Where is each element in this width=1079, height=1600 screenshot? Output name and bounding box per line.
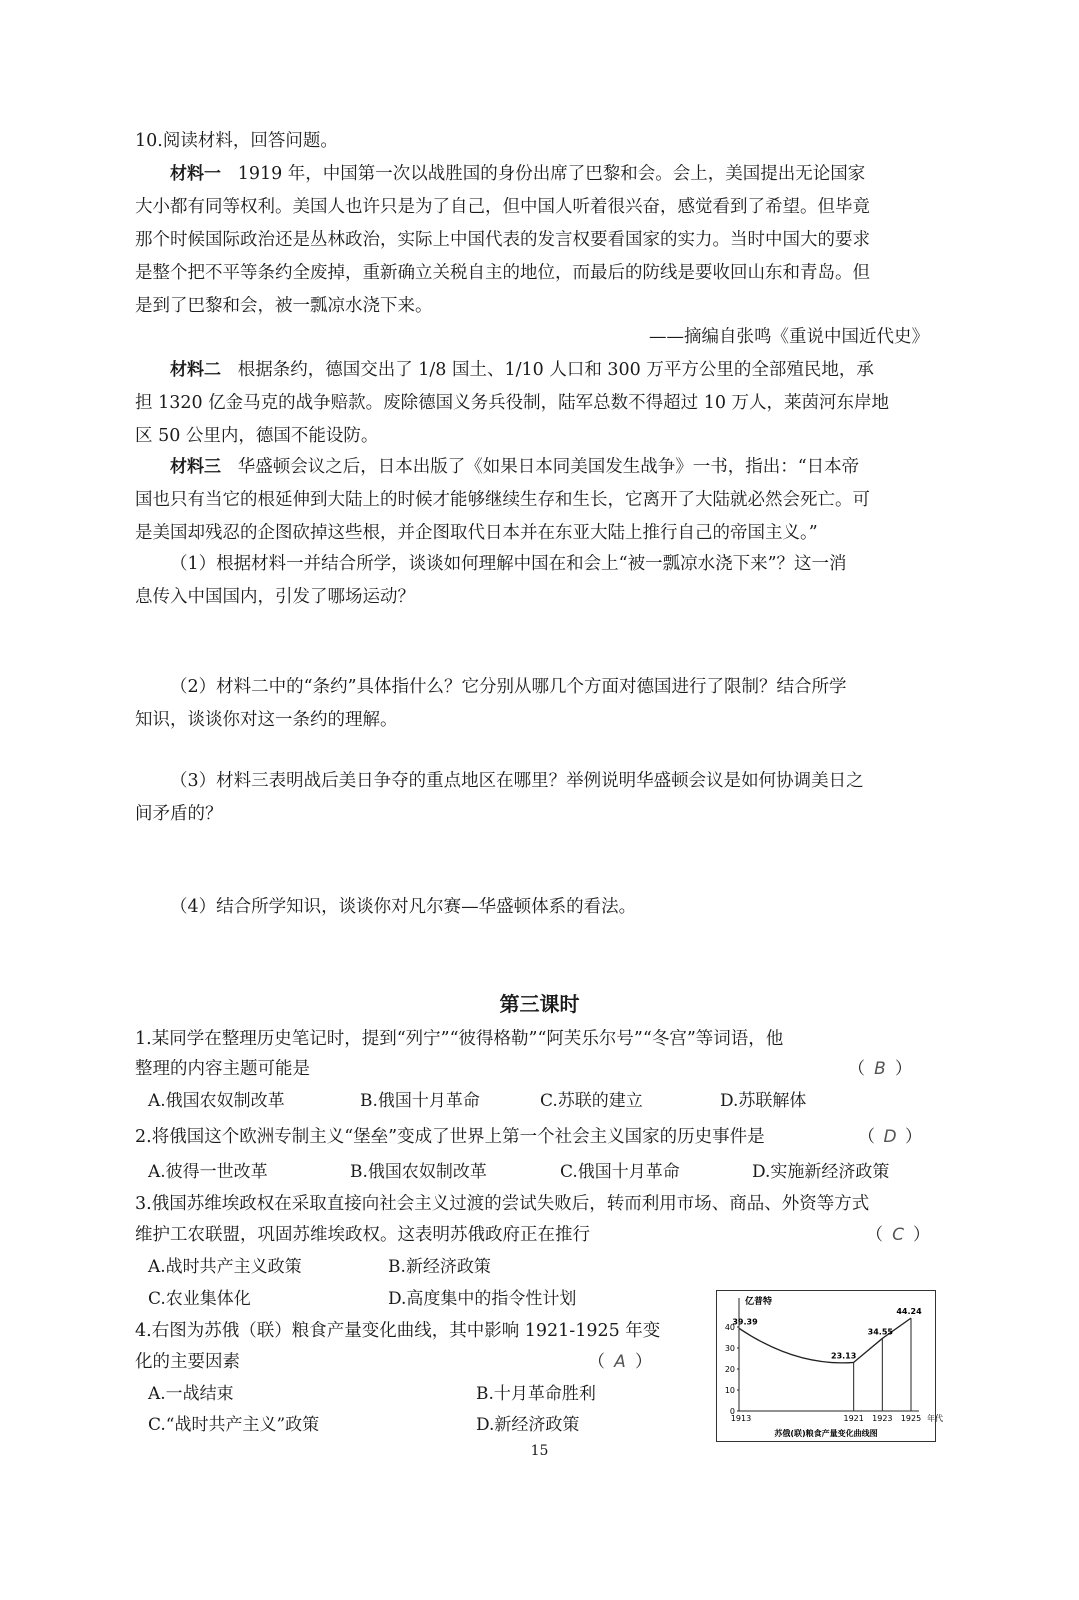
series-line [739, 1318, 911, 1363]
y-tick-label: 20 [724, 1365, 735, 1374]
q1-option-d: D.苏联解体 [720, 1091, 807, 1111]
material-1-label: 材料一 [170, 164, 221, 184]
q3-answer-paren: （ C ） [866, 1225, 930, 1245]
q1-option-b: B.俄国十月革命 [360, 1091, 480, 1111]
q3-line-2: 维护工农联盟，巩固苏维埃政权。这表明苏俄政府正在推行 [135, 1225, 590, 1245]
q1-handwritten-answer: B [874, 1059, 886, 1079]
q2-line: 2.将俄国这个欧洲专制主义“堡垒”变成了世界上第一个社会主义国家的历史事件是 [135, 1127, 765, 1147]
q1-line-1: 1.某同学在整理历史笔记时，提到“列宁”“彼得格勒”“阿芙乐尔号”“冬宫”等词语，他 [135, 1029, 784, 1049]
material-2-line-1: 材料二 根据条约，德国交出了 1/8 国土、1/10 人口和 300 万平方公里的全部殖民地，承 [170, 360, 874, 380]
y-tick-label: 40 [724, 1323, 735, 1332]
y-axis-label: 亿普特 [745, 1297, 773, 1307]
material-1-source: ——摘编自张鸣《重说中国近代史》 [649, 327, 929, 347]
q3-option-d: D.高度集中的指令性计划 [388, 1289, 577, 1309]
x-tick-label: 1913 [730, 1414, 752, 1423]
y-tick-label: 10 [724, 1386, 735, 1395]
sub-question-1-line-1: （1）根据材料一并结合所学，谈谈如何理解中国在和会上“被一瓢凉水浇下来”？这一消 [170, 554, 847, 574]
data-label: 39.39 [732, 1317, 758, 1327]
q4-option-a: A.一战结束 [148, 1384, 234, 1404]
x-tick-label: 1925 [900, 1414, 922, 1423]
q1-option-c: C.苏联的建立 [540, 1091, 643, 1111]
material-3-line-1: 材料三 华盛顿会议之后，日本出版了《如果日本同美国发生战争》一书，指出：“日本帝 [170, 457, 860, 477]
q2-option-b: B.俄国农奴制改革 [350, 1162, 487, 1182]
q3-option-a: A.战时共产主义政策 [148, 1257, 302, 1277]
y-tick-label: 0 [729, 1407, 735, 1416]
sub-question-2-line-1: （2）材料二中的“条约”具体指什么？它分别从哪几个方面对德国进行了限制？结合所学 [170, 677, 847, 697]
section-title: 第三课时 [499, 992, 580, 1016]
material-1-line-3: 那个时候国际政治还是丛林政治，实际上中国代表的发言权要看国家的实力。当时中国大的要求 [135, 230, 870, 250]
q1-line-2: 整理的内容主题可能是 [135, 1059, 310, 1079]
x-tick-label: 1921 [843, 1414, 864, 1423]
x-axis-unit: 年代 [927, 1414, 943, 1423]
sub-question-4: （4）结合所学知识，谈谈你对凡尔赛—华盛顿体系的看法。 [170, 897, 637, 917]
material-1-line-2: 大小都有同等权利。美国人也许只是为了自己，但中国人听着很兴奋，感觉看到了希望。但毕竟 [135, 197, 870, 217]
q2-option-c: C.俄国十月革命 [560, 1162, 680, 1182]
q10-title: 10.阅读材料，回答问题。 [135, 131, 338, 151]
material-2-label: 材料二 [170, 360, 221, 380]
q2-handwritten-answer: D [883, 1127, 897, 1147]
grain-output-chart-svg [717, 1291, 943, 1441]
q3-option-c: C.农业集体化 [148, 1289, 251, 1309]
data-label: 44.24 [896, 1307, 922, 1317]
q4-option-b: B.十月革命胜利 [476, 1384, 596, 1404]
grain-output-chart [716, 1290, 943, 1442]
material-1-line-5: 是到了巴黎和会，被一瓢凉水浇下来。 [135, 296, 433, 316]
q3-line-1: 3.俄国苏维埃政权在采取直接向社会主义过渡的尝试失败后，转而利用市场、商品、外资等方式 [135, 1194, 870, 1214]
material-2-line-3: 区 50 公里内，德国不能设防。 [135, 426, 379, 446]
q2-answer-paren: （ D ） [858, 1127, 922, 1147]
q4-option-d: D.新经济政策 [476, 1415, 580, 1435]
q1-option-a: A.俄国农奴制改革 [148, 1091, 285, 1111]
material-1-line-4: 是整个把不平等条约全废掉，重新确立关税自主的地位，而最后的防线是要收回山东和青岛。但 [135, 263, 870, 283]
q2-option-a: A.彼得一世改革 [148, 1162, 268, 1182]
q3-handwritten-answer: C [892, 1225, 904, 1245]
q4-option-c: C.“战时共产主义”政策 [148, 1415, 320, 1435]
page-number: 15 [530, 1443, 549, 1459]
q4-handwritten-answer: A [614, 1352, 626, 1372]
q3-option-b: B.新经济政策 [388, 1257, 491, 1277]
sub-question-2-line-2: 知识，谈谈你对这一条约的理解。 [135, 710, 398, 730]
q2-option-d: D.实施新经济政策 [752, 1162, 890, 1182]
sub-question-1-line-2: 息传入中国国内，引发了哪场运动？ [135, 587, 415, 607]
material-2-line-2: 担 1320 亿金马克的战争赔款。废除德国义务兵役制，陆军总数不得超过 10 万人，莱茵河东岸地 [135, 393, 890, 413]
material-3-label: 材料三 [170, 457, 221, 477]
material-1-line-1: 材料一 1919 年，中国第一次以战胜国的身份出席了巴黎和会。会上，美国提出无论国家 [170, 164, 866, 184]
sub-question-3-line-1: （3）材料三表明战后美日争夺的重点地区在哪里？举例说明华盛顿会议是如何协调美日之 [170, 771, 864, 791]
q4-line-2: 化的主要因素 [135, 1352, 240, 1372]
y-tick-label: 30 [724, 1344, 735, 1353]
sub-question-3-line-2: 间矛盾的？ [135, 804, 223, 824]
material-3-line-3: 是美国却残忍的企图砍掉这些根，并企图取代日本并在东亚大陆上推行自己的帝国主义。” [135, 523, 818, 543]
q1-answer-paren: （ B ） [848, 1059, 912, 1079]
material-3-line-2: 国也只有当它的根延伸到大陆上的时候才能够继续生存和生长，它离开了大陆就必然会死亡。可 [135, 490, 870, 510]
q4-line-1: 4.右图为苏俄（联）粮食产量变化曲线，其中影响 1921-1925 年变 [135, 1321, 661, 1341]
data-label: 23.13 [831, 1351, 857, 1361]
chart-title: 苏俄(联)粮食产量变化曲线图 [774, 1429, 878, 1438]
q4-answer-paren: （ A ） [588, 1352, 652, 1372]
x-tick-label: 1923 [872, 1414, 893, 1423]
data-label: 34.55 [867, 1327, 893, 1337]
